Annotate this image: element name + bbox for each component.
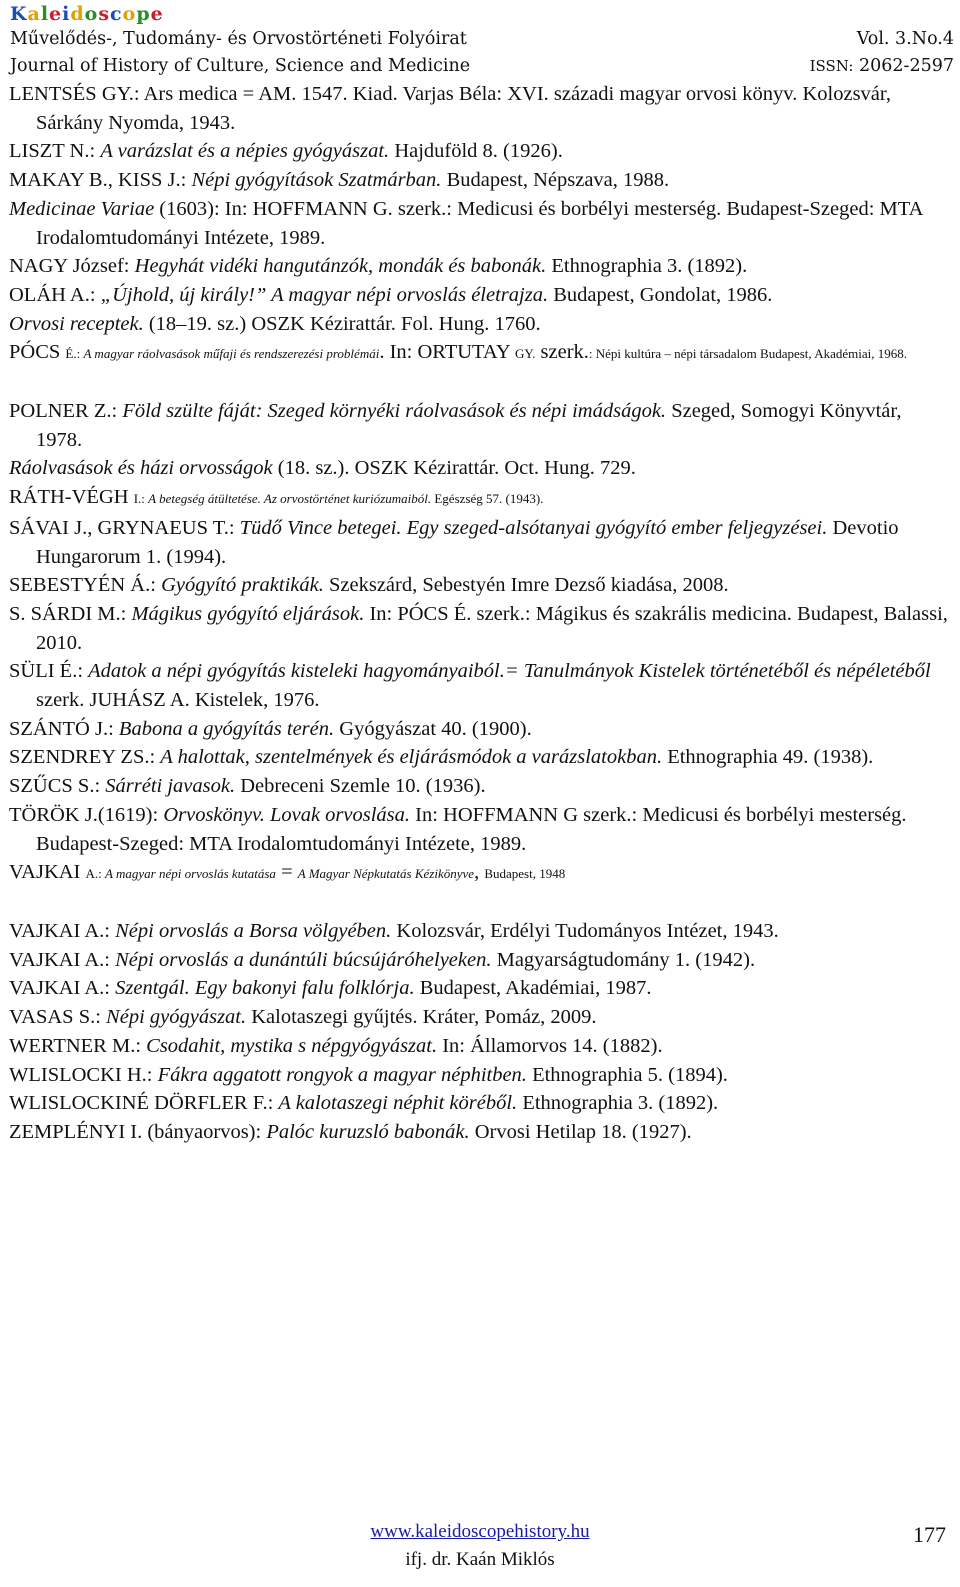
- reference-text: Szeged, Somogyi Könyvtár, 1978.: [36, 400, 902, 451]
- website-link[interactable]: www.kaleidoscopehistory.hu: [370, 1521, 590, 1542]
- reference-text: A magyar népi orvoslás kutatása: [105, 866, 276, 882]
- reference-text: É.:: [65, 346, 84, 362]
- reference-text: Gyógyító praktikák.: [161, 574, 324, 597]
- issn: [810, 53, 954, 80]
- reference-text: GY.: [515, 346, 536, 362]
- reference-text: ZEMPLÉNYI I. (bányaorvos):: [9, 1120, 267, 1143]
- reference-text: VAJKAI A.:: [9, 977, 116, 1000]
- reference-text: Budapest, Gondolat, 1986.: [548, 283, 773, 306]
- reference-text: 1943).: [509, 491, 544, 507]
- volume-number: Vol. 3.No.4: [856, 29, 954, 49]
- reference-entry: [9, 772, 949, 801]
- reference-text: A magyar ráolvasások műfaji és rendszerezési problémái: [83, 346, 380, 362]
- reference-entry: [9, 657, 949, 714]
- reference-text: szerk.: [535, 341, 589, 364]
- reference-text: Medicinae Variae: [9, 197, 155, 220]
- reference-entry: [9, 571, 949, 600]
- reference-text: Orvoskönyv. Lovak orvoslása.: [163, 803, 411, 826]
- reference-text: WLISLOCKINÉ DÖRFLER F.:: [9, 1092, 279, 1115]
- reference-text: RÁTH-VÉGH: [9, 486, 134, 509]
- reference-entry: [9, 858, 949, 889]
- reference-text: Fákra aggatott rongyok a magyar néphitben.: [157, 1063, 527, 1086]
- reference-text: Népi gyógyítások Szatmárban.: [191, 169, 442, 192]
- reference-entry: [9, 715, 949, 744]
- reference-entry: [9, 801, 949, 858]
- reference-entry: [9, 946, 949, 975]
- reference-text: POLNER Z.:: [9, 400, 123, 423]
- logo-letter: i: [62, 3, 71, 25]
- reference-entry: [9, 743, 949, 772]
- reference-text: Kalotaszegi gyűjtés. Kráter, Pomáz, 2009.: [246, 1006, 597, 1029]
- journal-header: [10, 2, 954, 80]
- logo-letter: o: [84, 3, 99, 25]
- reference-text: . In: ORTUTAY: [379, 341, 516, 364]
- reference-entry: [9, 483, 949, 514]
- reference-text: szerk. JUHÁSZ A. Kistelek, 1976.: [36, 689, 320, 712]
- reference-entry: [9, 1003, 949, 1032]
- reference-entry: [9, 137, 949, 166]
- reference-text: : Népi kultúra – népi társadalom Budapest, Akadémiai, 1968.: [588, 346, 907, 362]
- reference-text: Szekszárd, Sebestyén Imre Dezső kiadása, 2008.: [323, 574, 729, 597]
- logo-letter: a: [27, 3, 41, 25]
- logo-letter: c: [110, 3, 123, 25]
- reference-text: TÖRÖK J.(1619):: [9, 803, 164, 826]
- reference-text: S. SÁRDI M.:: [9, 602, 132, 625]
- reference-entry: [9, 80, 949, 137]
- reference-entry: [9, 1118, 949, 1147]
- reference-entry: [9, 252, 949, 281]
- reference-text: Orvosi receptek.: [9, 312, 144, 335]
- reference-text: SZENDREY ZS.:: [9, 746, 161, 769]
- reference-text: Devotio Hungarorum 1. (1994).: [36, 516, 899, 568]
- reference-text: Orvosi Hetilap 18. (1927).: [469, 1120, 692, 1143]
- reference-text: Népi orvoslás a Borsa völgyében.: [115, 919, 392, 942]
- reference-text: Budapest, Akadémiai, 1987.: [414, 977, 652, 1000]
- reference-text: SEBESTYÉN Á.:: [9, 574, 162, 597]
- reference-text: A kalotaszegi néphit köréből.: [278, 1092, 518, 1115]
- reference-entry: [9, 514, 949, 571]
- reference-text: Ráolvasások és házi orvosságok: [9, 457, 273, 480]
- reference-text: LENTSÉS GY.: Ars medica = AM. 1547. Kiad. Varjas Béla: XVI. századi magyar orvosi könyv. Kolozsvár, Sárkány Nyomda, 1943.: [9, 83, 892, 134]
- reference-entry: [9, 1032, 949, 1061]
- reference-text: SZÁNTÓ J.:: [9, 717, 119, 740]
- reference-entry: [9, 974, 949, 1003]
- logo-letter: p: [136, 3, 151, 25]
- reference-text: ,: [474, 861, 485, 884]
- reference-text: Szentgál. Egy bakonyi falu folklórja.: [115, 977, 415, 1000]
- reference-entry: [9, 281, 949, 310]
- reference-text: In: Államorvos 14. (1882).: [437, 1034, 663, 1057]
- reference-text: Ethnographia 3. (1892).: [546, 255, 748, 278]
- reference-text: WLISLOCKI H.:: [9, 1063, 158, 1086]
- reference-list: [9, 80, 949, 1147]
- reference-text: Ethnographia 49. (1938).: [662, 746, 874, 769]
- reference-text: PÓCS: [9, 341, 66, 364]
- reference-entry: [9, 397, 949, 454]
- header-row-2: [10, 53, 954, 80]
- reference-text: A varázslat és a népies gyógyászat.: [100, 140, 390, 163]
- reference-text: Babona a gyógyítás terén.: [118, 717, 335, 740]
- reference-text: Ethnographia 3. (1892).: [517, 1092, 719, 1115]
- reference-text: In: HOFFMANN G szerk.: Medicusi és borbélyi mesterség. Budapest-Szeged: MTA Irodalomtudományi Intézete, 1989.: [36, 803, 907, 855]
- reference-text: Palóc kuruzsló babonák.: [266, 1120, 470, 1143]
- reference-text: WERTNER M.:: [9, 1034, 147, 1057]
- reference-text: Budapest, Népszava, 1988.: [441, 169, 670, 192]
- reference-text: VAJKAI A.:: [9, 919, 116, 942]
- reference-entry: [9, 1089, 949, 1118]
- issn-label: ISSN:: [809, 57, 854, 75]
- reference-text: Debreceni Szemle 10. (1936).: [235, 775, 486, 798]
- reference-text: In: PÓCS É. szerk.: Mágikus és szakrális medicina. Budapest, Balassi, 2010.: [36, 602, 948, 654]
- logo-letter: s: [98, 3, 111, 25]
- reference-text: Tüdő Vince betegei. Egy szeged-alsótanyai gyógyító ember feljegyzései.: [239, 516, 828, 539]
- reference-text: VAJKAI A.:: [9, 948, 116, 971]
- reference-text: Hajduföld 8. (1926).: [389, 140, 563, 163]
- reference-text: (1603): In: HOFFMANN G. szerk.: Medicusi és borbélyi mesterség. Budapest-Szeged: MTA Irodalomtudományi Intézete, 1989.: [36, 197, 923, 249]
- reference-entry: [9, 166, 949, 195]
- reference-text: SÜLI É.:: [9, 660, 89, 683]
- reference-text: VASAS S.:: [9, 1006, 107, 1029]
- reference-entry: [9, 600, 949, 657]
- reference-text: NAGY József:: [9, 255, 135, 278]
- reference-text: Hegyhát vidéki hangutánzók, mondák és babonák.: [134, 255, 547, 278]
- journal-subtitle-hu: Művelődés-, Tudomány- és Orvostörténeti Folyóirat: [10, 29, 467, 49]
- reference-text: SZŰCS S.:: [9, 775, 106, 798]
- reference-text: I.:: [133, 491, 149, 507]
- header-row-1: [10, 26, 954, 53]
- journal-subtitle-en: Journal of History of Culture, Science and Medicine: [10, 56, 471, 76]
- reference-text: SÁVAI J., GRYNAEUS T.:: [9, 516, 240, 539]
- page-number: 177: [913, 1522, 946, 1547]
- reference-text: Sárréti javasok.: [105, 775, 236, 798]
- reference-text: Adatok a népi gyógyítás kisteleki hagyományaiból.= Tanulmányok Kistelek történetéből és népéletéből: [88, 660, 931, 683]
- reference-text: Magyarságtudomány 1. (1942).: [491, 948, 756, 971]
- author-name: ifj. dr. Kaán Miklós: [405, 1549, 555, 1570]
- reference-text: A.:: [85, 866, 106, 882]
- reference-text: Föld szülte fáját: Szeged környéki ráolvasások és népi imádságok.: [122, 400, 667, 423]
- journal-logo: [10, 2, 954, 26]
- logo-letter: l: [40, 3, 50, 25]
- reference-text: „Újhold, új király!” A magyar népi orvoslás életrajza.: [100, 283, 549, 306]
- reference-text: =: [275, 861, 298, 884]
- reference-text: (18. sz.). OSZK Kézirattár. Oct. Hung. 729.: [272, 457, 636, 480]
- reference-text: Népi gyógyászat.: [106, 1006, 247, 1029]
- reference-entry: [9, 454, 949, 483]
- logo-letter: K: [10, 3, 28, 25]
- reference-text: Népi orvoslás a dunántúli búcsújáróhelyeken.: [115, 948, 492, 971]
- reference-text: Mágikus gyógyító eljárások.: [131, 602, 365, 625]
- reference-text: VAJKAI: [9, 861, 86, 884]
- reference-text: Ethnographia 5. (1894).: [526, 1063, 728, 1086]
- logo-letter: e: [150, 3, 164, 25]
- logo-letter: o: [122, 3, 137, 25]
- reference-text: A betegség átültetése. Az orvostörténet kuriózumaiból.: [148, 491, 432, 507]
- reference-text: Kolozsvár, Erdélyi Tudományos Intézet, 1943.: [391, 919, 779, 942]
- issn-number: 2062-2597: [859, 56, 954, 76]
- reference-text: Budapest, 1948: [484, 866, 566, 882]
- reference-text: Csodahit, mystika s népgyógyászat.: [146, 1034, 438, 1057]
- reference-entry: [9, 338, 949, 369]
- reference-text: LISZT N.:: [9, 140, 101, 163]
- reference-text: OLÁH A.:: [9, 283, 101, 306]
- reference-entry: [9, 310, 949, 339]
- reference-text: A Magyar Népkutatás Kézikönyve: [297, 866, 475, 882]
- reference-entry: [9, 1061, 949, 1090]
- logo-letter: d: [70, 3, 85, 25]
- reference-text: (18–19. sz.) OSZK Kézirattár. Fol. Hung. 1760.: [143, 312, 541, 335]
- reference-text: Egészség 57. (: [431, 491, 510, 507]
- logo-letter: e: [49, 3, 63, 25]
- reference-text: Gyógyászat 40. (1900).: [334, 717, 532, 740]
- reference-text: A halottak, szentelmények és eljárásmódok a varázslatokban.: [160, 746, 663, 769]
- reference-entry: [9, 917, 949, 946]
- reference-entry: [9, 195, 949, 252]
- reference-text: MAKAY B., KISS J.:: [9, 169, 192, 192]
